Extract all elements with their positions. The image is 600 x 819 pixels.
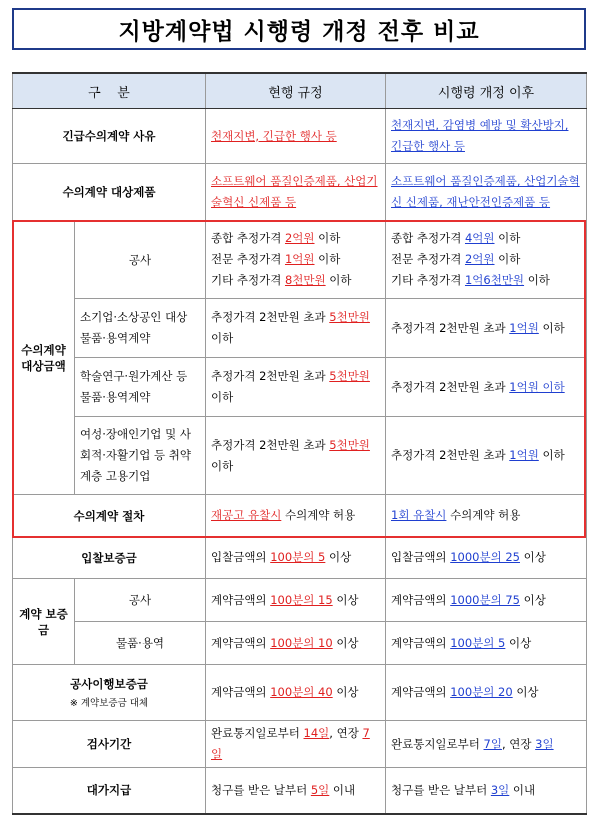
table-header-row — [13, 73, 587, 109]
label-emergency: 긴급수의계약 사유 — [13, 109, 206, 164]
new-bid-bond: 입찰금액의 1000분의 25 이상 — [386, 537, 587, 579]
row-inspection — [13, 721, 587, 768]
label-bond-goods: 물품·용역 — [75, 622, 206, 665]
new-construction-line3: 기타 추정가격 1억6천만원 이하 — [391, 273, 550, 287]
row-amount-research — [13, 358, 587, 417]
cur-products: 소프트웨어 품질인증제품, 산업기술혁신 신제품 등 — [211, 174, 378, 209]
new-women: 추정가격 2천만원 초과 1억원 이하 — [386, 417, 587, 495]
label-contract-bond: 계약 보증금 — [13, 579, 75, 665]
label-procedure: 수의계약 절차 — [13, 495, 206, 537]
comparison-table — [12, 72, 587, 815]
cur-payment: 청구를 받은 날부터 5일 이내 — [206, 768, 386, 814]
new-construction-line1: 종합 추정가격 4억원 이하 — [391, 231, 521, 245]
label-amount-women: 여성·장애인기업 및 사회적·자활기업 등 취약계층 고용기업 — [75, 417, 206, 495]
cur-construction-line1: 종합 추정가격 2억원 이하 — [211, 231, 341, 245]
new-inspection: 완료통지일로부터 7일, 연장 3일 — [386, 721, 587, 768]
cur-construction-line2: 전문 추정가격 1억원 이하 — [211, 252, 341, 266]
cur-inspection: 완료통지일로부터 14일, 연장 7일 — [206, 721, 386, 768]
cur-research: 추정가격 2천만원 초과 5천만원 이하 — [206, 358, 386, 417]
label-amount-smallbiz: 소기업·소상공인 대상 물품·용역계약 — [75, 299, 206, 358]
row-performance — [13, 665, 587, 721]
new-research: 추정가격 2천만원 초과 1억원 이하 — [386, 358, 587, 417]
cur-emergency: 천재지변, 긴급한 행사 등 — [211, 128, 337, 143]
row-payment — [13, 768, 587, 814]
header-current: 현행 규정 — [206, 73, 386, 109]
row-bid-bond — [13, 537, 587, 579]
row-bond-goods — [13, 622, 587, 665]
label-amount-construction: 공사 — [75, 221, 206, 299]
row-products — [13, 164, 587, 221]
cur-bond-goods: 계약금액의 100분의 10 이상 — [206, 622, 386, 665]
header-category: 구 분 — [13, 73, 206, 109]
label-amount: 수의계약 대상금액 — [13, 221, 75, 495]
label-bid-bond: 입찰보증금 — [13, 537, 206, 579]
label-inspection: 검사기간 — [13, 721, 206, 768]
page-title — [12, 8, 586, 50]
new-payment: 청구를 받은 날부터 3일 이내 — [386, 768, 587, 814]
label-amount-research: 학술연구·원가계산 등 물품·용역계약 — [75, 358, 206, 417]
performance-note: ※ 계약보증금 대체 — [69, 698, 149, 709]
row-amount-women — [13, 417, 587, 495]
new-emergency: 천재지변, 감염병 예방 및 확산방지, 긴급한 행사 등 — [391, 118, 569, 153]
label-performance: 공사이행보증금 ※ 계약보증금 대체 — [13, 665, 206, 721]
new-construction-line2: 전문 추정가격 2억원 이하 — [391, 252, 521, 266]
page-title-text: 지방계약법 시행령 개정 전후 비교 — [118, 18, 480, 45]
row-bond-construction — [13, 579, 587, 622]
header-revised: 시행령 개정 이후 — [386, 73, 587, 109]
cur-construction-line3: 기타 추정가격 8천만원 이하 — [211, 273, 352, 287]
label-products: 수의계약 대상제품 — [13, 164, 206, 221]
row-amount-smallbiz — [13, 299, 587, 358]
cur-bid-bond: 입찰금액의 100분의 5 이상 — [206, 537, 386, 579]
new-bond-goods: 계약금액의 100분의 5 이상 — [386, 622, 587, 665]
row-emergency — [13, 109, 587, 164]
cur-bond-construction: 계약금액의 100분의 15 이상 — [206, 579, 386, 622]
new-smallbiz: 추정가격 2천만원 초과 1억원 이하 — [386, 299, 587, 358]
new-performance: 계약금액의 100분의 20 이상 — [386, 665, 587, 721]
new-products: 소프트웨어 품질인증제품, 산업기술혁신 신제품, 재난안전인증제품 등 — [391, 174, 580, 209]
label-bond-construction: 공사 — [75, 579, 206, 622]
new-bond-construction: 계약금액의 1000분의 75 이상 — [386, 579, 587, 622]
label-payment: 대가지급 — [13, 768, 206, 814]
row-amount-construction — [13, 221, 587, 299]
cur-performance: 계약금액의 100분의 40 이상 — [206, 665, 386, 721]
cur-women: 추정가격 2천만원 초과 5천만원 이하 — [206, 417, 386, 495]
cur-procedure: 재공고 유찰시 수의계약 허용 — [206, 495, 386, 537]
row-procedure — [13, 495, 587, 537]
new-procedure: 1회 유찰시 수의계약 허용 — [386, 495, 587, 537]
cur-smallbiz: 추정가격 2천만원 초과 5천만원 이하 — [206, 299, 386, 358]
